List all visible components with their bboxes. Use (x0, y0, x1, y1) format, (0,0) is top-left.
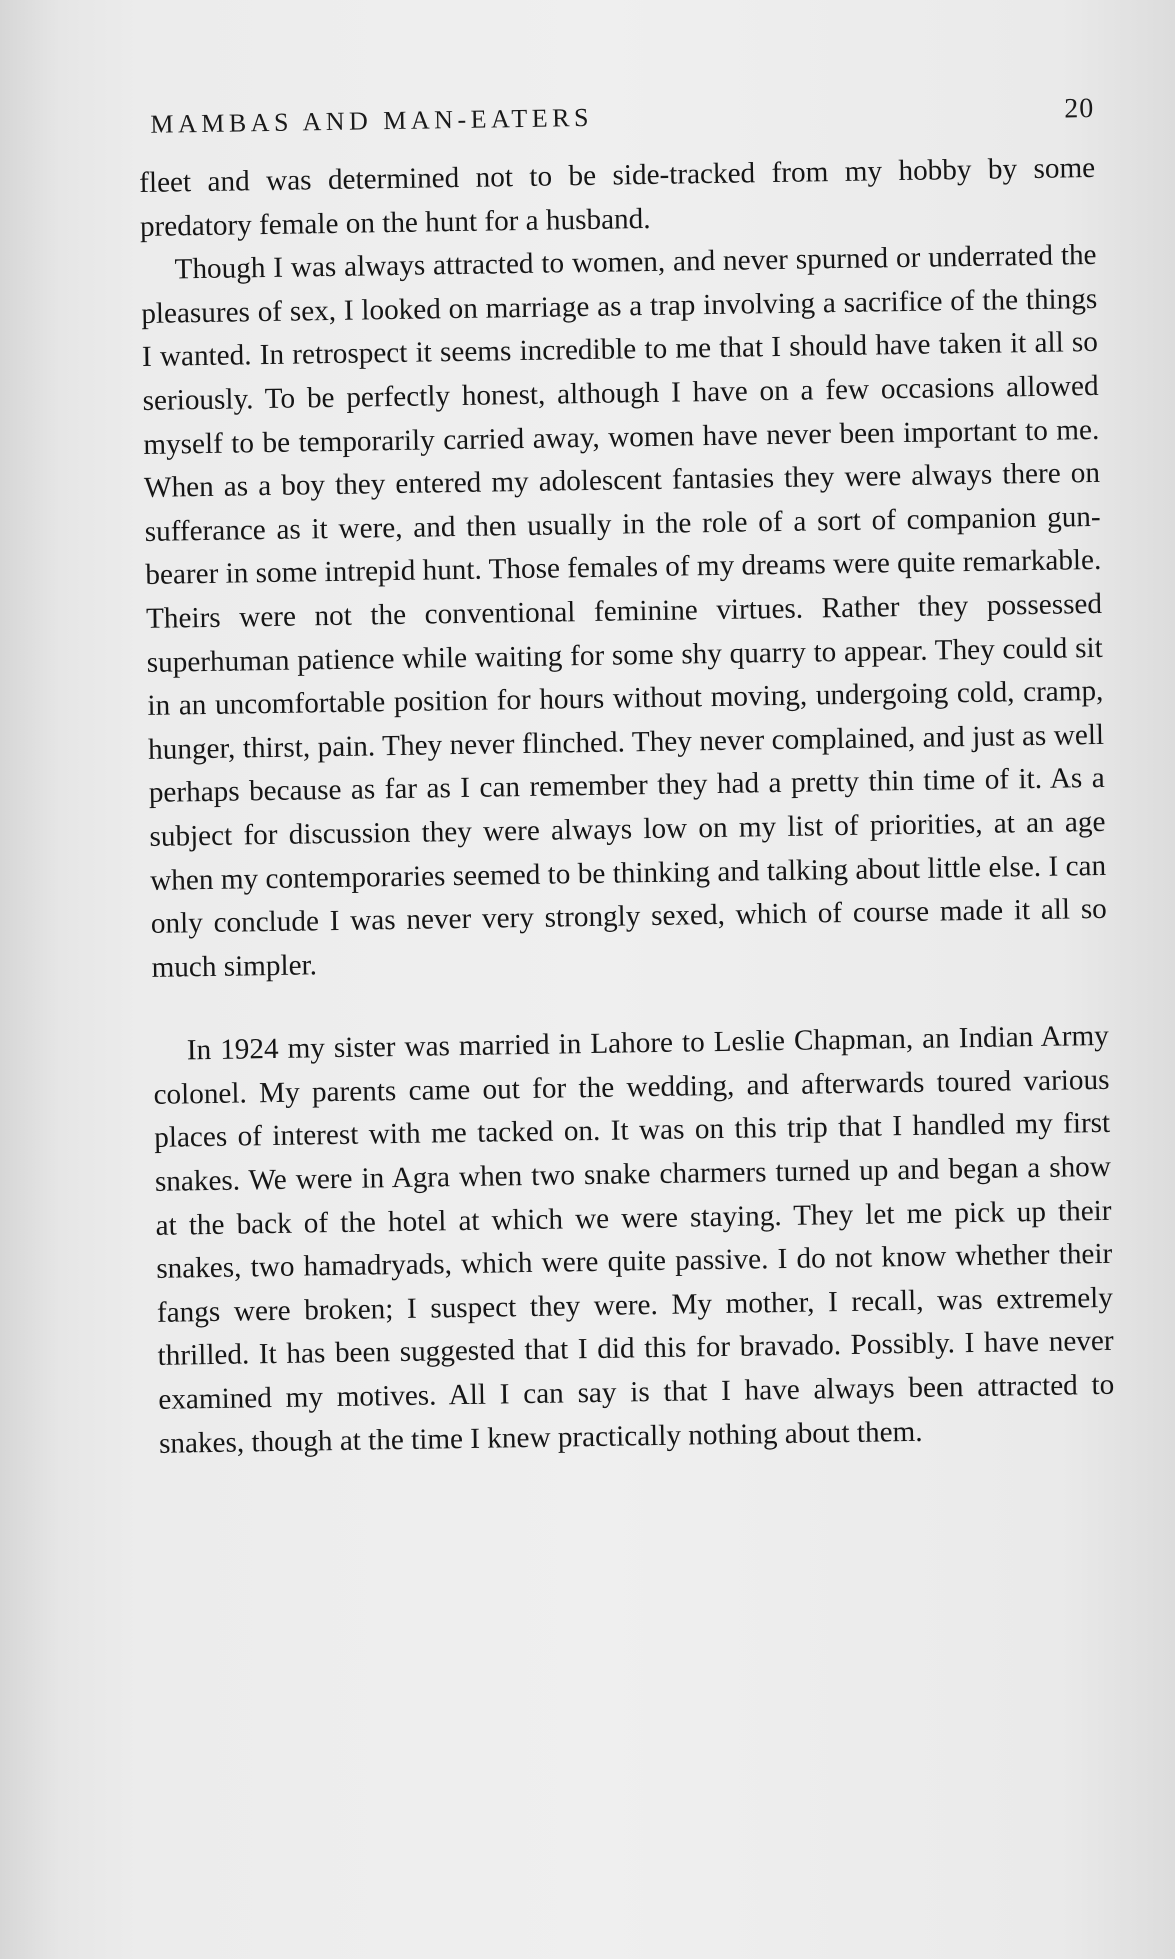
paragraph-continued: fleet and was determined not to be side-tracked from my hobby by some predatory female on the hunt for a husband. (138, 151, 1096, 243)
paragraph-women: Though I was always attracted to women, and never spurned or underrated the pleasures of sex, I looked on marriage as a trap involving a sacrifice of the things I wanted. In retrospect it seems incredible to me that I should have taken it all so seriously. To be perfectly honest, although I have on a few occasions allowed myself to be temporarily carried away, women have never been important to me. When as a boy they entered my adolescent fantasies they were always there on sufferance as it were, and then usually in the role of a sort of companion gun-bearer in some intrepid hunt. Those females of my dreams were quite remarkable. Theirs were not the conventional feminine virtues. Rather they possessed superhuman patience while waiting for some shy quarry to appear. They could sit in an uncomfortable position for hours without moving, undergoing cold, cramp, hunger, thirst, pain. They never flinched. They never complained, and just as well perhaps because as far as I can remember they had a pretty thin time of it. As a subject for discussion they were always low on my list of priorities, at an age when my contemporaries seemed to be thinking and talking about little else. I can only conclude I was never very strongly sexed, which of course made it all so much simpler. (141, 239, 1108, 984)
page-number: 20 (1063, 92, 1095, 125)
text-block (138, 89, 1115, 1466)
paragraph-first-snakes: In 1924 my sister was married in Lahore to Leslie Chapman, an Indian Army colonel. My parents came out for the wedding, and afterwards toured various places of interest with me tacked on. It was on this trip that I handled my first snakes. We were in Agra when two snake charmers turned up and began a show at the back of the hotel at which we were staying. They let me pick up their snakes, two hamadryads, which were quite passive. I do not know whether their fangs were broken; I suspect they were. My mother, I recall, was extremely thrilled. It has been suggested that I did this for bravado. Possibly. I have never examined my motives. All I can say is that I have always been attracted to snakes, though at the time I knew practically nothing about them. (153, 1020, 1115, 1460)
body-text (139, 147, 1115, 1466)
running-head-title: MAMBAS AND MAN-EATERS (150, 102, 594, 139)
